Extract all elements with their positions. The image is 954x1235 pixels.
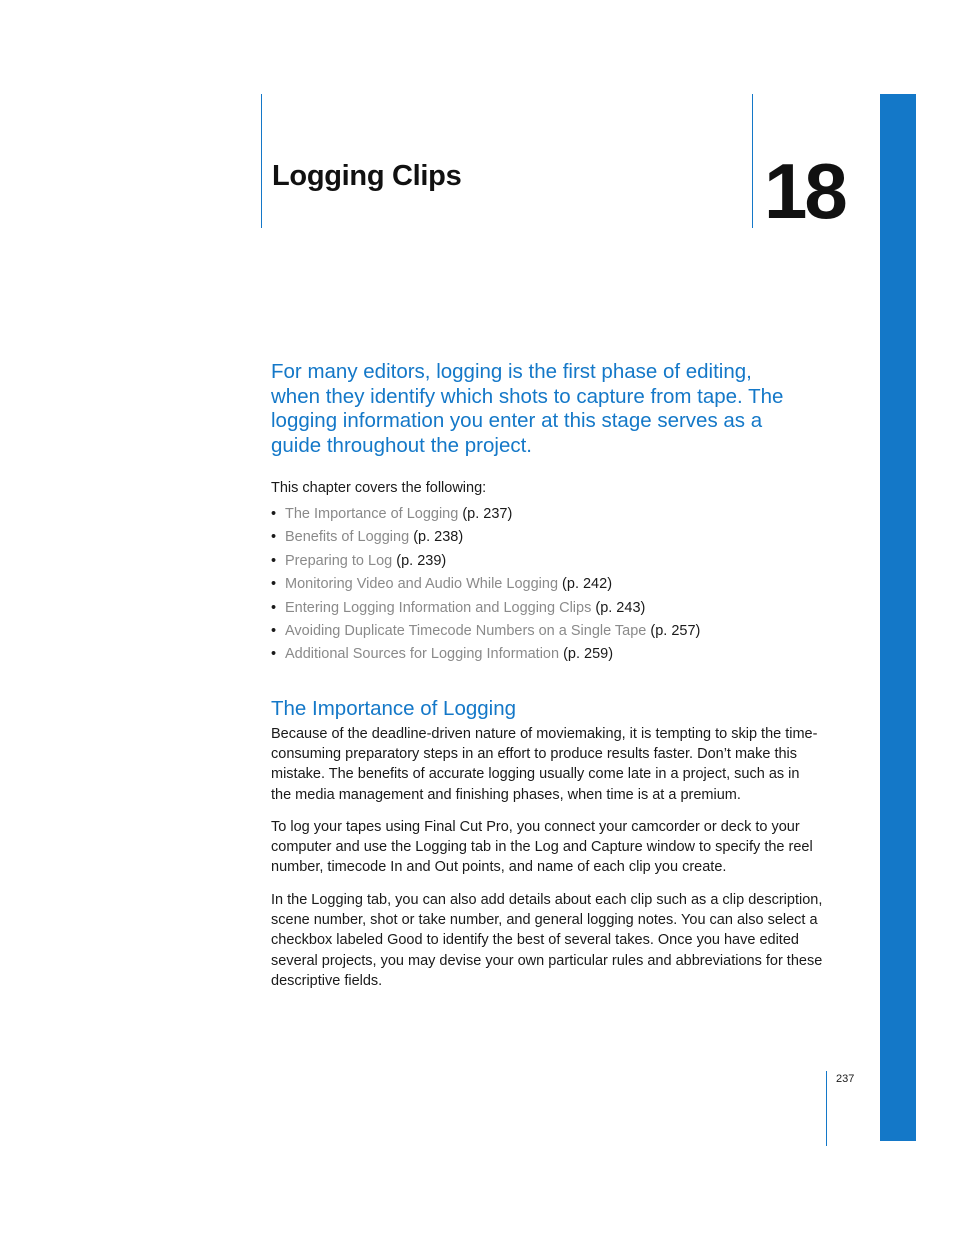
toc-page-ref: (p. 257) (650, 622, 701, 639)
bullet: • (271, 506, 277, 522)
toc-page-ref: (p. 259) (563, 646, 614, 663)
bullet: • (271, 552, 277, 569)
chapter-toc (271, 503, 700, 667)
bullet: • (271, 576, 277, 593)
toc-item (271, 550, 700, 573)
chapter-side-tab (880, 94, 916, 1141)
toc-link-monitoring[interactable]: Monitoring Video and Audio While Logging (285, 576, 559, 593)
toc-item (271, 573, 700, 596)
chapter-number-rule (752, 94, 753, 228)
toc-item (271, 526, 700, 549)
chapter-number: 18 (764, 147, 845, 235)
toc-page-ref: (p. 243) (595, 599, 646, 616)
page-number-rule (826, 1071, 827, 1146)
toc-page-ref: (p. 242) (562, 576, 613, 593)
toc-page-ref: (p. 238) (413, 529, 464, 546)
chapter-title-rule (261, 94, 262, 228)
page-number: 237 (836, 1073, 855, 1085)
body-paragraph-1: Because of the deadline-driven nature of moviemaking, it is tempting to skip the time-consuming preparatory steps in an effort to produce results faster. Don’t make this mistake. The benefits of accurate logging usually come late in a project, such as in the media management and finishing phases, when time is at a premium. (271, 726, 818, 803)
toc-link-additional-sources[interactable]: Additional Sources for Logging Information (285, 646, 560, 663)
toc-link-preparing[interactable]: Preparing to Log (285, 552, 393, 569)
toc-page-ref: (p. 239) (396, 552, 447, 569)
toc-item (271, 620, 700, 643)
toc-link-entering[interactable]: Entering Logging Information and Logging Clips (285, 599, 592, 616)
toc-link-benefits[interactable]: Benefits of Logging (285, 529, 410, 546)
bullet: • (271, 646, 277, 663)
toc-link-avoiding-duplicates[interactable]: Avoiding Duplicate Timecode Numbers on a Single Tape (285, 622, 647, 639)
toc-item (271, 503, 700, 526)
chapter-intro: For many editors, logging is the first phase of editing, when they identify which shots to capture from tape. The logging information you enter at this stage serves as a guide throughout the project. (271, 360, 784, 458)
body-paragraph-3: In the Logging tab, you can also add details about each clip such as a clip description, scene number, shot or take number, and general logging notes. You can also select a checkbox labeled Good to identify the best of several takes. Once you have edited several projects, you may devise your own particular rules and abbreviations for these descriptive fields. (271, 892, 823, 989)
covers-label: This chapter covers the following: (271, 480, 487, 496)
toc-page-ref: (p. 237) (462, 506, 513, 522)
toc-item (271, 643, 700, 666)
toc-item (271, 597, 700, 620)
chapter-title: Logging Clips (272, 160, 462, 192)
toc-link-importance[interactable]: The Importance of Logging (285, 506, 459, 522)
bullet: • (271, 622, 277, 639)
bullet: • (271, 599, 277, 616)
section-heading: The Importance of Logging (271, 697, 517, 720)
bullet: • (271, 529, 277, 546)
body-paragraph-2: To log your tapes using Final Cut Pro, you connect your camcorder or deck to your computer and use the Logging tab in the Log and Capture window to specify the reel number, timecode In and Out points, and name of each clip you create. (271, 819, 813, 876)
